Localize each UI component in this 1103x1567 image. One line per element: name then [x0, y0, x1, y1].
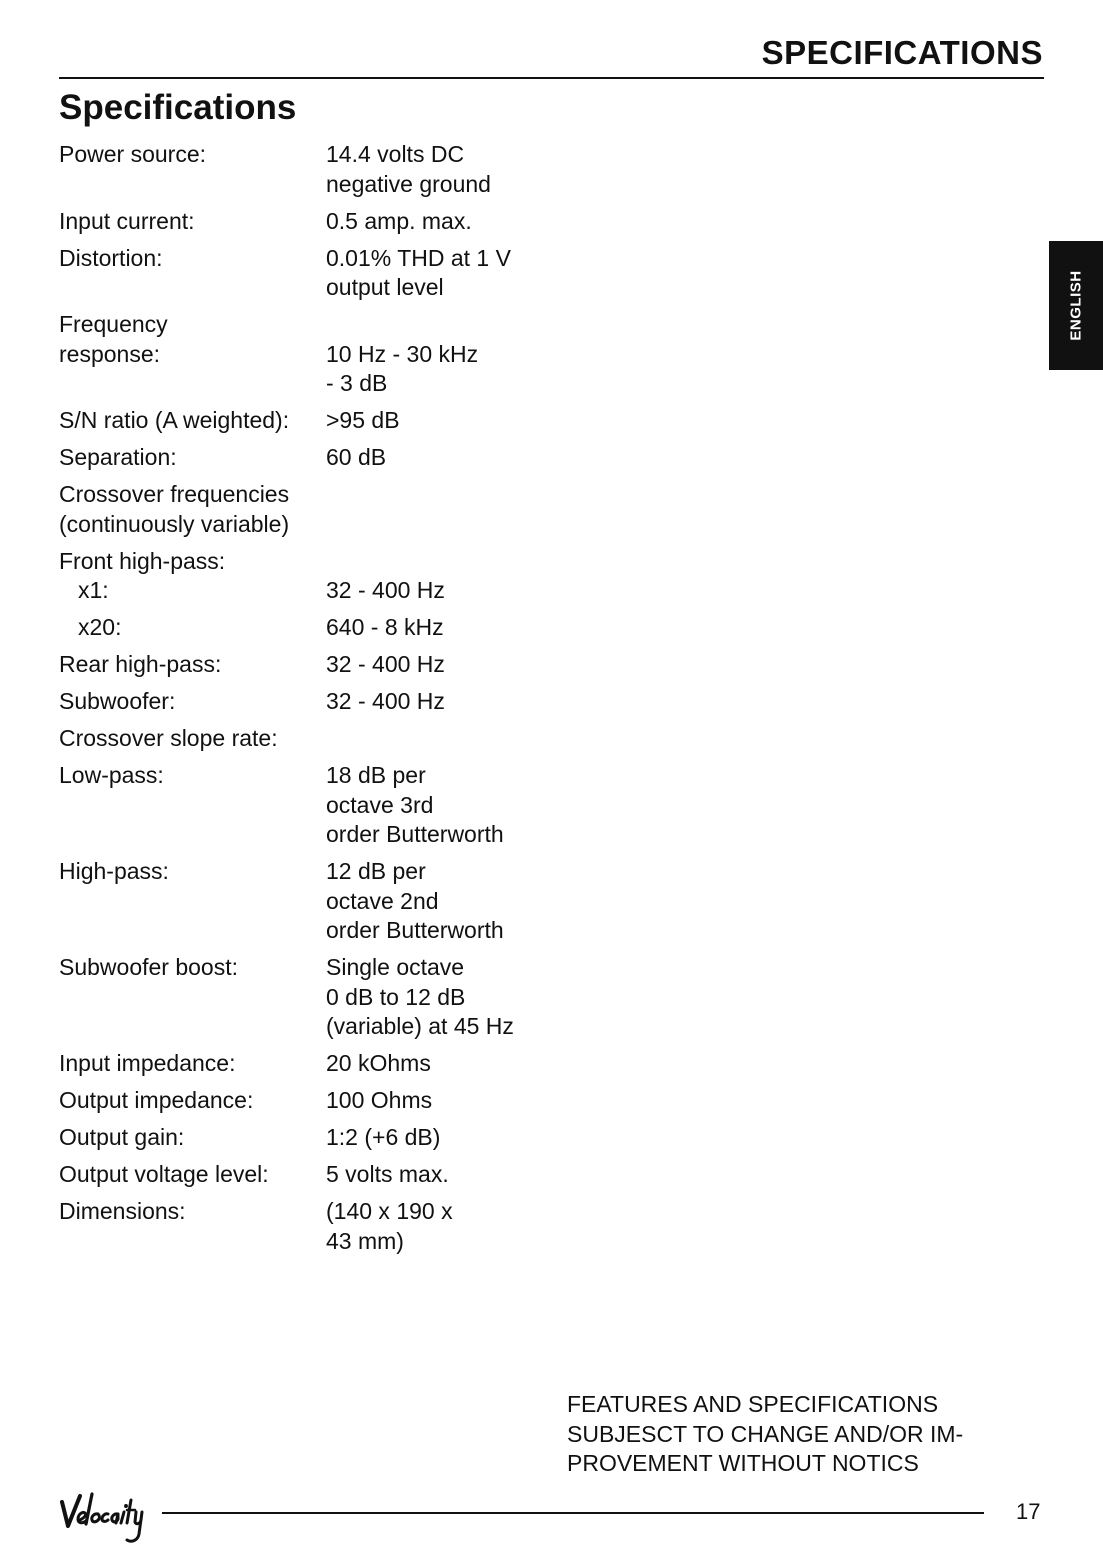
spec-label: [59, 480, 289, 539]
spec-row-subwoofer-boost: [59, 953, 579, 1042]
spec-value: [326, 613, 579, 643]
spec-label: Input impedance:: [59, 1050, 236, 1076]
spec-row-output-voltage-level: [59, 1160, 579, 1190]
section-title: Specifications: [59, 88, 297, 127]
spec-value-line: 0.01% THD at 1 V: [326, 244, 511, 271]
spec-row-power-source: [59, 140, 579, 199]
spec-value: [326, 406, 579, 436]
spec-value-line: 12 dB per: [326, 858, 426, 884]
spec-row-output-impedance: [59, 1086, 579, 1116]
spec-label: Output voltage level:: [59, 1161, 269, 1187]
spec-row-crossover-slope-rate: [59, 724, 579, 754]
spec-value: [326, 244, 579, 303]
notice-line: FEATURES AND SPECIFICATIONS: [567, 1391, 939, 1417]
spec-row-crossover-frequencies: [59, 480, 579, 539]
spec-value-line: Single octave: [326, 954, 465, 980]
spec-row-separation: [59, 443, 579, 473]
spec-row-high-pass: [59, 857, 579, 946]
spec-label: Distortion:: [59, 244, 163, 271]
spec-row-subwoofer: [59, 687, 579, 717]
spec-value-line: 32 - 400 Hz: [326, 577, 445, 603]
spec-value-line: 32 - 400 Hz: [326, 651, 445, 677]
footer-divider: [162, 1512, 984, 1514]
spec-label: Input current:: [59, 207, 195, 234]
spec-value-line: (variable) at 45 Hz: [326, 1013, 514, 1039]
velocity-logo: [56, 1490, 146, 1548]
spec-value-line: order Butterworth: [326, 821, 504, 847]
spec-value: [326, 443, 579, 473]
spec-label: Front high-pass:: [59, 547, 226, 574]
spec-row-front-high-pass: [59, 547, 579, 577]
spec-label: Crossover slope rate:: [59, 725, 278, 751]
spec-value: [326, 1197, 579, 1256]
spec-label-line: Crossover frequencies: [59, 481, 290, 507]
spec-value-line: 5 volts max.: [326, 1161, 449, 1187]
notice-line: SUBJESCT TO CHANGE AND/OR IM-: [567, 1420, 964, 1447]
spec-value-line: 100 Ohms: [326, 1087, 433, 1113]
spec-label-line: Frequency: [59, 311, 168, 337]
spec-list: [59, 140, 579, 1264]
spec-row-frequency-response: [59, 310, 579, 399]
spec-value: [326, 576, 579, 606]
notice-line: PROVEMENT WITHOUT NOTICS: [567, 1450, 919, 1476]
spec-label-line: response:: [59, 340, 161, 367]
spec-value: [326, 1086, 579, 1116]
spec-value: [326, 761, 579, 850]
spec-row-output-gain: [59, 1123, 579, 1153]
spec-value-line: order Butterworth: [326, 917, 504, 943]
spec-row-distortion: [59, 244, 579, 303]
spec-label: Subwoofer:: [59, 688, 176, 714]
spec-label: [59, 310, 326, 399]
spec-value-line: 1:2 (+6 dB): [326, 1124, 441, 1150]
spec-value: [326, 140, 579, 199]
spec-value-line: 0.5 amp. max.: [326, 207, 472, 234]
language-tab-label: ENGLISH: [1067, 270, 1085, 341]
spec-label: Output impedance:: [59, 1087, 254, 1113]
spec-value-line: octave 2nd: [326, 887, 439, 914]
spec-value: [326, 857, 579, 946]
spec-value-line: 10 Hz - 30 kHz: [326, 340, 479, 367]
language-tab: [1049, 241, 1103, 370]
spec-row-input-impedance: [59, 1049, 579, 1079]
spec-label: High-pass:: [59, 858, 169, 884]
spec-label: Power source:: [59, 141, 207, 167]
spec-value-line: 20 kOhms: [326, 1050, 431, 1076]
spec-row-dimensions: [59, 1197, 579, 1256]
spec-label-line: (continuously variable): [59, 510, 290, 537]
spec-label: x20:: [78, 614, 122, 640]
change-notice: [567, 1390, 963, 1479]
spec-value: [326, 687, 579, 717]
spec-value: [326, 1123, 579, 1153]
spec-value-line: 60 dB: [326, 444, 387, 470]
spec-value-line: >95 dB: [326, 407, 400, 433]
spec-label: S/N ratio (A weighted):: [59, 407, 290, 433]
spec-label: Separation:: [59, 444, 177, 470]
spec-value-line: - 3 dB: [326, 370, 388, 396]
spec-label: Subwoofer boost:: [59, 954, 239, 980]
spec-value-line: 32 - 400 Hz: [326, 688, 445, 714]
spec-label: Rear high-pass:: [59, 651, 222, 677]
spec-value-line: 18 dB per: [326, 762, 426, 788]
spec-value-line: 43 mm): [326, 1227, 404, 1254]
spec-value: [326, 1160, 579, 1190]
spec-label: Dimensions:: [59, 1198, 186, 1224]
spec-value-line: 14.4 volts DC: [326, 141, 465, 167]
spec-label: Low-pass:: [59, 762, 164, 788]
spec-row-input-current: [59, 207, 579, 237]
spec-value-line: negative ground: [326, 170, 491, 197]
spec-label: Output gain:: [59, 1124, 185, 1150]
spec-value: [326, 310, 579, 399]
spec-label: x1:: [78, 577, 109, 603]
header-divider: [59, 77, 1044, 79]
spec-row-x1: [59, 576, 579, 606]
velocity-logo-mark: [56, 1490, 146, 1548]
spec-row-x20: [59, 613, 579, 643]
spec-value-line: 640 - 8 kHz: [326, 614, 444, 640]
spec-value: [326, 953, 579, 1042]
spec-value: [326, 207, 579, 237]
spec-row-sn-ratio: [59, 406, 579, 436]
page-header-title: SPECIFICATIONS: [761, 34, 1043, 71]
spec-row-rear-high-pass: [59, 650, 579, 680]
page-number: 17: [1016, 1499, 1041, 1524]
spec-row-low-pass: [59, 761, 579, 850]
spec-value-line: octave 3rd: [326, 791, 434, 818]
spec-value: [326, 1049, 579, 1079]
spec-value-line: (140 x 190 x: [326, 1198, 453, 1224]
spec-value-line: output level: [326, 274, 444, 300]
spec-value: [326, 650, 579, 680]
spec-value-line: 0 dB to 12 dB: [326, 983, 466, 1010]
